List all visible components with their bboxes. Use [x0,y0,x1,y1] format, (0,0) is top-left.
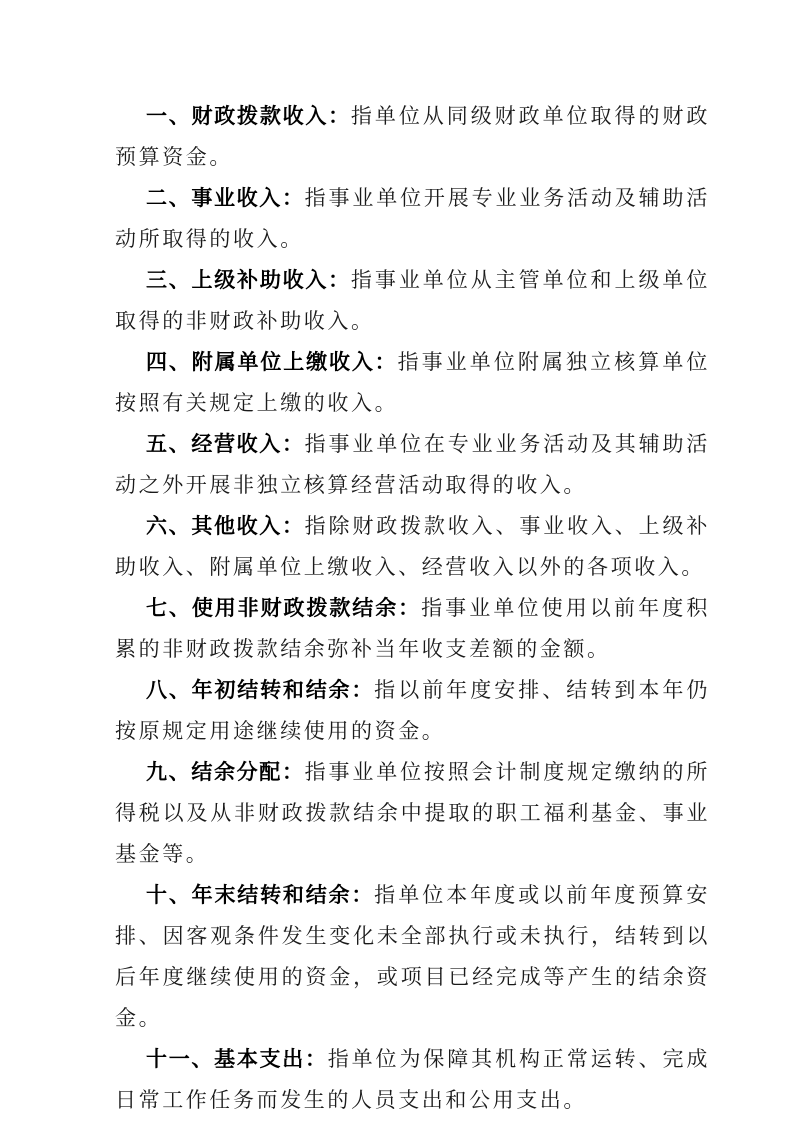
definition-paragraph [115,96,710,178]
definition-text: 指单位为保障其机构正常运转、完成日常工作任务而发生的人员支出和公用支出。 [115,1047,710,1112]
definition-term: 十、年末结转和结余： [146,883,375,907]
definition-term: 二、事业收入： [146,186,305,210]
definition-text: 指单位从同级财政单位取得的财政预算资金。 [115,104,710,169]
definition-paragraph [115,670,710,752]
definition-term: 七、使用非财政拨款结余： [146,596,422,620]
definition-text: 指单位本年度或以前年度预算安排、因客观条件发生变化未全部执行或未执行，结转到以后年度继续使用的资金，或项目已经完成等产生的结余资金。 [115,883,710,1030]
definition-text: 指事业单位在专业业务活动及其辅助活动之外开展非独立核算经营活动取得的收入。 [115,432,710,497]
definition-paragraph [115,260,710,342]
definition-text: 指事业单位按照会计制度规定缴纳的所得税以及从非财政拨款结余中提取的职工福利基金、事业基金等。 [115,760,710,866]
definition-term: 十一、基本支出： [146,1047,328,1071]
definition-term: 六、其他收入： [146,514,305,538]
definition-term: 一、财政拨款收入： [146,104,351,128]
definition-text: 指事业单位从主管单位和上级单位取得的非财政补助收入。 [115,268,710,333]
definition-paragraph [115,588,710,670]
definition-text: 指事业单位附属独立核算单位按照有关规定上缴的收入。 [115,350,710,415]
definition-term: 八、年初结转和结余： [146,678,375,702]
definition-paragraph [115,506,710,588]
definition-paragraph [115,875,710,1039]
definition-term: 九、结余分配： [146,760,305,784]
definition-text: 指事业单位开展专业业务活动及辅助活动所取得的收入。 [115,186,710,251]
definition-term: 五、经营收入： [146,432,305,456]
definition-paragraph [115,178,710,260]
definition-term: 四、附属单位上缴收入： [146,350,398,374]
definition-paragraph [115,1039,710,1121]
definition-term: 三、上级补助收入： [146,268,351,292]
definition-paragraph [115,752,710,875]
definitions-list [115,96,710,1121]
definition-text: 指除财政拨款收入、事业收入、上级补助收入、附属单位上缴收入、经营收入以外的各项收入。 [115,514,710,579]
definition-paragraph [115,342,710,424]
definition-text: 指事业单位使用以前年度积累的非财政拨款结余弥补当年收支差额的金额。 [115,596,710,661]
definition-paragraph [115,424,710,506]
definition-text: 指以前年度安排、结转到本年仍按原规定用途继续使用的资金。 [115,678,710,743]
